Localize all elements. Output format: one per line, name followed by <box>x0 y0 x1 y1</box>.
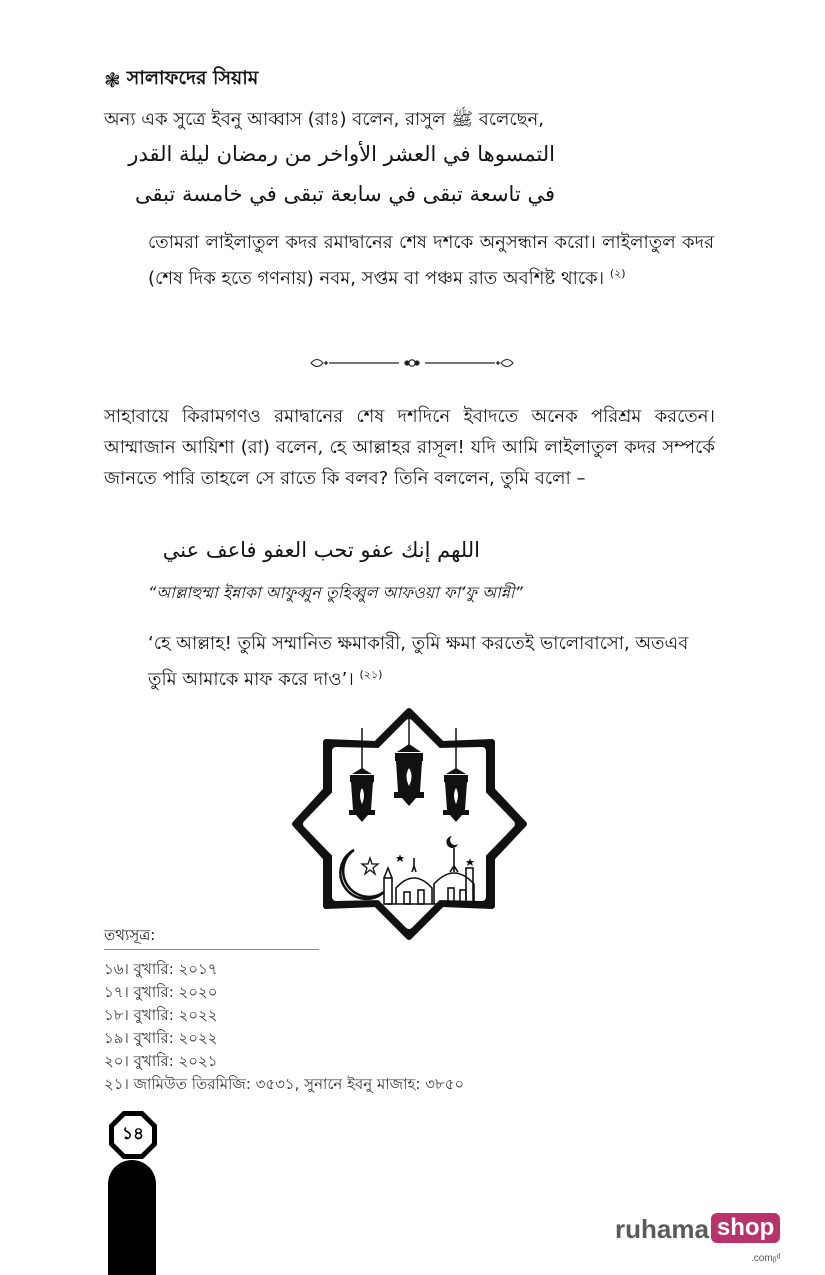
arabic-hadith-line-2: في تاسعة تبقى في سابعة تبقى في خامسة تبقى <box>134 182 555 206</box>
page-marker-bar <box>108 1160 156 1275</box>
dua-translation-text: ‘হে আল্লাহ! তুমি সম্মানিত ক্ষমাকারী, তুমি ক্ষমা করতেই ভালোবাসো, অতএব তুমি আমাকে মাফ করে দাও’। <box>148 633 689 690</box>
references-list <box>104 958 464 1096</box>
arabic-dua: اللهم إنك عفو تحب العفو فاعف عني <box>162 538 480 562</box>
reference-item: ১৭। বুখারি: ২০২০ <box>104 983 218 1001</box>
reference-item: ১৯। বুখারি: ২০২২ <box>104 1029 218 1047</box>
intro-text: অন্য এক সুত্রে ইবনু আব্বাস (রাঃ) বলেন, রাসুল ﷺ বলেছেন, <box>104 109 545 130</box>
logo-shop-box <box>711 1213 781 1264</box>
translation-text: তোমরা লাইলাতুল কদর রমাদ্বানের শেষ দশকে অনুসন্ধান করো। লাইলাতুল কদর (শেষ দিক হতে গণনায়) নবম, সপ্তম বা পঞ্চম রাত অবশিষ্ট থাকে। <box>148 232 714 289</box>
logo-domain: .comᵦᵈ <box>750 1253 781 1264</box>
lantern-mosque-emblem <box>292 708 527 940</box>
footnote-ref: (২) <box>609 267 626 280</box>
section-title: সালাফদের সিয়াম <box>126 67 259 89</box>
logo-shop-text: shop <box>716 1214 775 1241</box>
hadith-translation <box>148 227 714 294</box>
page-header <box>104 64 258 96</box>
ruhamashop-logo <box>615 1213 781 1264</box>
references-title: তথ্যসূত্র: <box>104 926 156 944</box>
reference-item: ১৮। বুখারি: ২০২২ <box>104 1006 218 1024</box>
reference-item: ১৬। বুখারি: ২০১৭ <box>104 960 218 978</box>
references-divider <box>104 949 319 950</box>
body-paragraph: সাহাবায়ে কিরামগণও রমাদ্বানের শেষ দশদিনে ইবাদতে অনেক পরিশ্রম করতেন। আম্মাজান আয়িশা (রা) বলেন, হে আল্লাহর রাসূল! যদি আমি লাইলাতুল কদর সম্পর্কে জানতে পারি তাহলে সে রাতে কি বলব? তিনি বললেন, তুমি বলো – <box>104 406 715 489</box>
page-number: ১৪ <box>121 1124 145 1144</box>
reference-item: ২১। জামিউত তিরমিজি: ৩৫৩১, সুনানে ইবনু মাজাহ: ৩৮৫০ <box>104 1075 465 1093</box>
reference-item: ২০। বুখারি: ২০২১ <box>104 1052 218 1070</box>
dua-translation <box>148 628 718 695</box>
footnote-ref: (২১) <box>359 668 383 681</box>
arabic-hadith-line-1: التمسوها في العشر الأواخر من رمضان ليلة القدر <box>128 142 555 166</box>
logo-word: ruhama <box>615 1214 709 1244</box>
flower-ornament-icon: ❃ <box>104 68 121 92</box>
ornamental-divider <box>307 354 517 372</box>
dua-transliteration: “আল্লাহুম্মা ইন্নাকা আফুব্বুন তুহিব্বুল আফওয়া ফা’ফু আন্নী” <box>148 583 523 602</box>
